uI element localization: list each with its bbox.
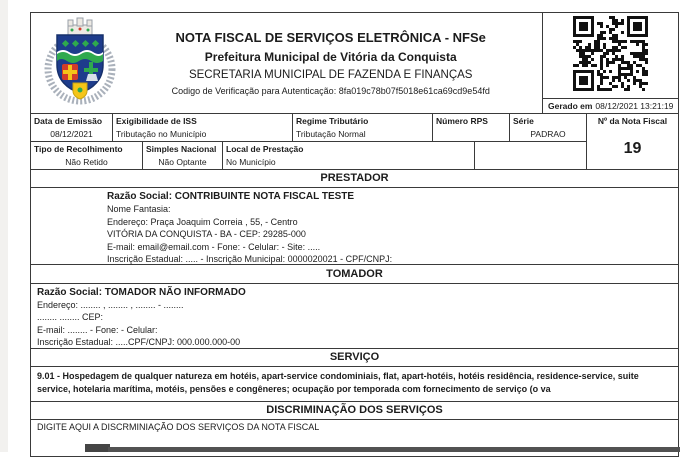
nfse-document <box>30 12 679 457</box>
field-data-emissao: Data de Emissão 08/12/2021 <box>31 114 113 141</box>
page-left-margin <box>0 0 8 452</box>
section-header-servico: SERVIÇO <box>31 348 678 367</box>
discriminacao-text: DIGITE AQUI A DISCRMINIAÇÃO DOS SERVIÇOS DA NOTA FISCAL <box>37 422 320 432</box>
field-numero-nota-fiscal: Nº da Nota Fiscal 19 <box>587 114 678 169</box>
field-simples-nacional: Simples Nacional Não Optante <box>143 142 223 170</box>
tomador-contatos: E-mail: ........ - Fone: - Celular: <box>37 324 158 335</box>
section-header-tomador: TOMADOR <box>31 264 678 284</box>
field-tipo-recolhimento: Tipo de Recolhimento Não Retido <box>31 142 143 170</box>
next-section-cutoff-bar <box>108 447 680 452</box>
invoice-info-table <box>31 113 678 169</box>
field-numero-rps: Número RPS <box>433 114 510 141</box>
section-header-discriminacao: DISCRIMINAÇÃO DOS SERVIÇOS <box>31 401 678 420</box>
qr-code <box>573 16 648 96</box>
municipality-subtitle: Prefeitura Municipal de Vitória da Conquista <box>204 50 457 64</box>
tomador-cep: ........ ........ CEP: <box>37 312 104 323</box>
prestador-cidade-cep: VITÓRIA DA CONQUISTA - BA - CEP: 29285-000 <box>107 229 306 240</box>
prestador-endereco: Endereço: Praça Joaquim Correia , 55, - Centro <box>107 216 298 227</box>
qr-code-icon <box>543 13 678 98</box>
document-header <box>31 13 678 113</box>
section-header-prestador: PRESTADOR <box>31 169 678 188</box>
field-empty <box>475 142 587 170</box>
servico-description: 9.01 - Hospedagem de qualquer natureza em hotéis, apart-service condominiais, flat, apart-hotéis, hotéis residência, residence-service, suite service, hotelaria marítima, motéis, pensões e congêneres; ocupação por temporada com fornecimento de serviço (o va <box>37 371 639 394</box>
generated-value: 08/12/2021 13:21:19 <box>595 101 674 111</box>
tomador-inscricoes: Inscrição Estadual: .....CPF/CNPJ: 000.000.000-00 <box>37 336 241 347</box>
department-name: SECRETARIA MUNICIPAL DE FAZENDA E FINANÇAS <box>188 69 473 81</box>
field-exigibilidade-iss: Exigibilidade de ISS Tributação no Município <box>113 114 293 141</box>
prestador-nome-fantasia: Nome Fantasia: <box>107 204 171 215</box>
nota-fiscal-number: 19 <box>623 140 642 157</box>
next-section-cutoff-blob <box>85 444 110 452</box>
field-regime-tributario: Regime Tributário Tributação Normal <box>293 114 433 141</box>
invoice-info-left <box>31 114 587 169</box>
tomador-content <box>31 284 678 348</box>
prestador-inscricoes: Inscrição Estadual: ..... - Inscrição Municipal: 0000020021 - CPF/CNPJ: <box>107 254 393 265</box>
municipal-coat-of-arms-icon <box>43 17 117 109</box>
generated-timestamp <box>543 98 678 113</box>
verification-code: Codigo de Verificação para Autenticação: 8fa019c78b07f5018e61ca69cd9e54fd <box>171 86 490 96</box>
tomador-razao-social: Razão Social: TOMADOR NÃO INFORMADO <box>37 287 246 298</box>
header-titles <box>119 13 542 113</box>
qr-cell <box>542 13 678 113</box>
info-row-1 <box>31 114 587 142</box>
field-serie: Série PADRAO <box>510 114 587 141</box>
tomador-endereco: Endereço: ........ , ........ , ........ - ........ <box>37 300 184 311</box>
page-title: NOTA FISCAL DE SERVIÇOS ELETRÔNICA - NFSe <box>175 30 486 45</box>
prestador-contatos: E-mail: email@email.com - Fone: - Celular: - Site: ..... <box>107 241 321 252</box>
generated-label: Gerado em <box>548 101 593 111</box>
prestador-content <box>31 188 678 264</box>
prestador-razao-social: Razão Social: CONTRIBUINTE NOTA FISCAL TESTE <box>107 191 355 202</box>
header-title-cell <box>31 13 542 113</box>
info-row-2 <box>31 142 587 170</box>
field-local-prestacao: Local de Prestação No Município <box>223 142 475 170</box>
